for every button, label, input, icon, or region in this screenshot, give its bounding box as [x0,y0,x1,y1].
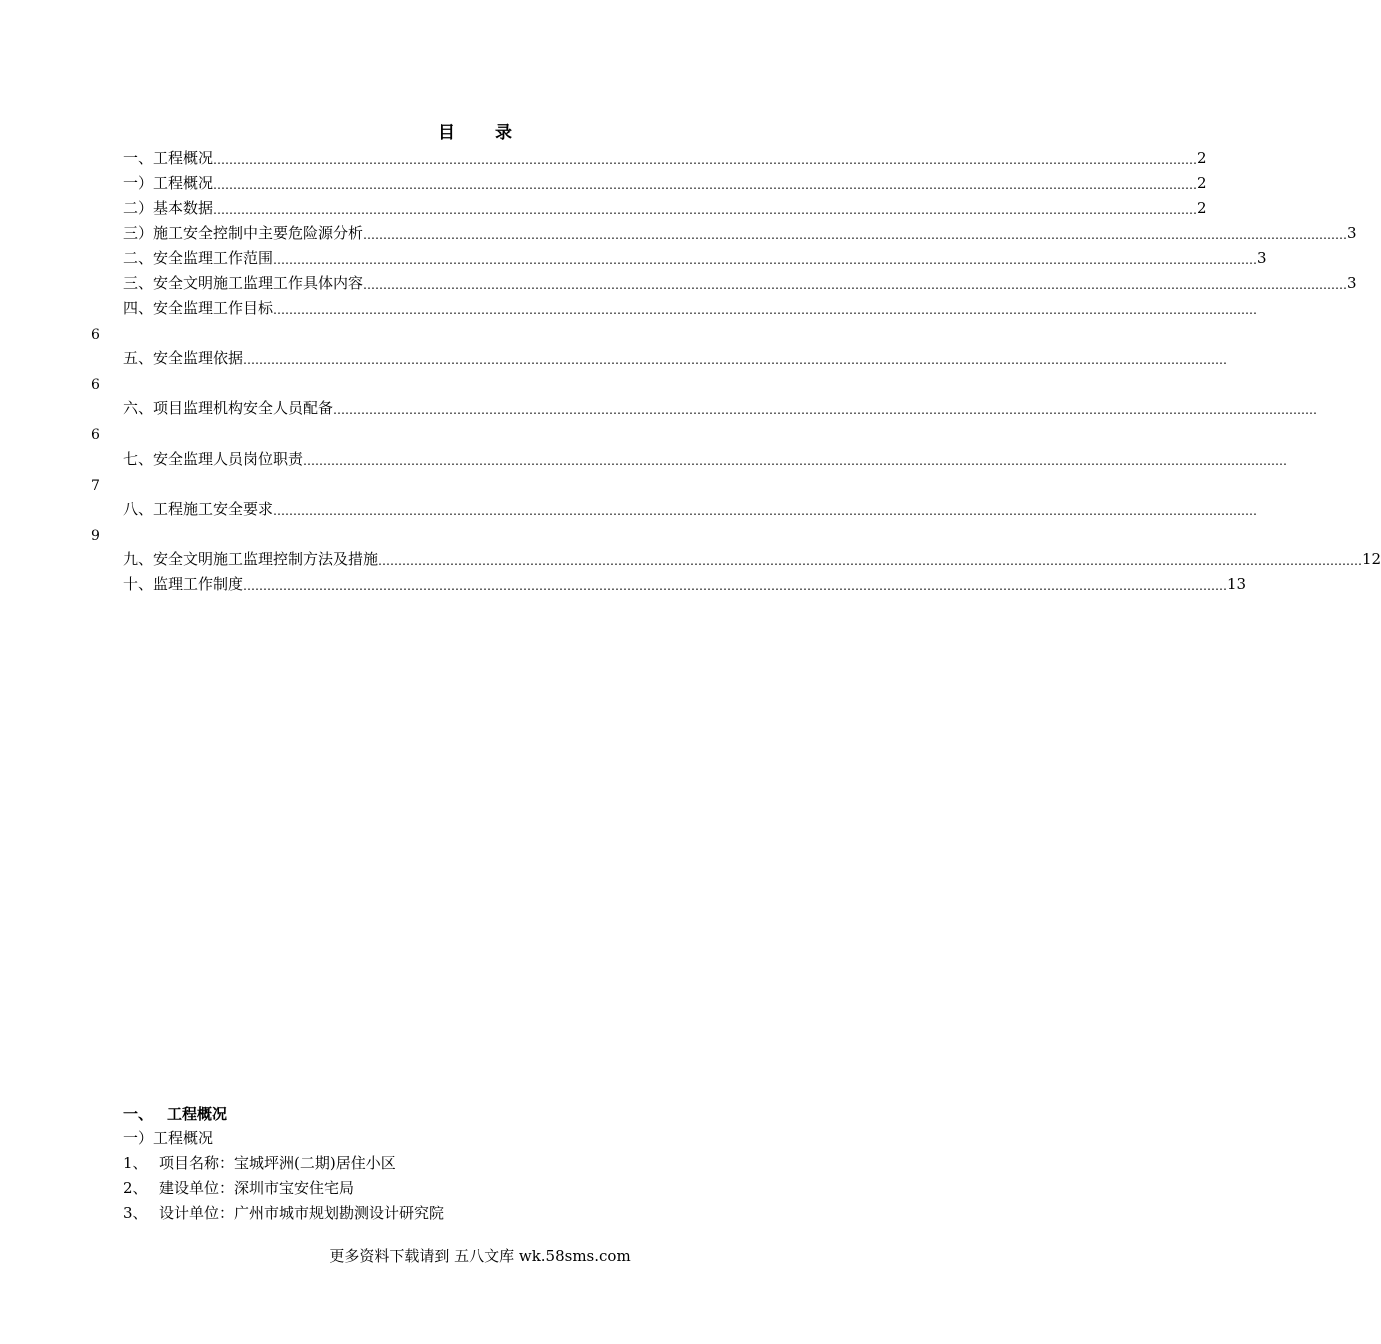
toc-entry[interactable]: 三）施工安全控制中主要危险源分析 ………………………………………………………………………………………………………………………………………………………………………………………………………………………… 3 [123,224,1357,242]
toc-leader: ………………………………………………………………………………………………………………………………………………………………………………………………………………………… [273,253,1258,267]
toc-page-number: 3 [1347,224,1357,242]
toc-page-number: 7 [91,478,100,494]
toc-leader: ………………………………………………………………………………………………………………………………………………………………………………………………………………………… [213,203,1198,217]
toc-leader: ………………………………………………………………………………………………………………………………………………………………………………………………………………………… [213,153,1198,167]
section-number: 一、 [123,1105,154,1123]
toc-leader: ………………………………………………………………………………………………………………………………………………………………………………………………………………………… [363,228,1348,242]
subsection-heading: 一）工程概况 [123,1129,214,1147]
list-item-text: 项目名称：宝城坪洲(二期)居住小区 [159,1154,396,1172]
list-item-text: 建设单位：深圳市宝安住宅局 [159,1179,355,1197]
toc-title [0,118,950,143]
toc-entry[interactable]: 二）基本数据 ………………………………………………………………………………………………………………………………………………………………………………………………………………………… 2 [123,199,1207,217]
toc-page-number: 13 [1227,575,1247,593]
toc-leader: ………………………………………………………………………………………………………………………………………………………………………………………………………………………… [378,554,1363,568]
toc-page-number: 3 [1347,274,1357,292]
list-item-number: 1、 [123,1154,148,1172]
toc-entry[interactable]: 一、工程概况 ………………………………………………………………………………………………………………………………………………………………………………………………………………………… 2 [123,149,1207,167]
footer-text: 更多资料下载请到 五八文库 wk.58sms.com [329,1247,631,1265]
toc-page-number: 9 [91,528,100,544]
toc-entry[interactable]: 十、监理工作制度 ………………………………………………………………………………………………………………………………………………………………………………………………………………………… 13 [123,575,1247,593]
toc-page-number: 2 [1197,199,1207,217]
toc-page-number: 12 [1362,550,1381,568]
toc-title-left: 目 [438,123,455,143]
toc-leader: ………………………………………………………………………………………………………………………………………………………………………………………………………………………… [363,278,1348,292]
toc-entry[interactable]: 九、安全文明施工监理控制方法及措施 ………………………………………………………………………………………………………………………………………………………………………………………………………………………… 12 [123,550,1381,568]
toc-entry[interactable]: 二、安全监理工作范围 ………………………………………………………………………………………………………………………………………………………………………………………………………………………… 3 [123,249,1267,267]
list-item [123,1202,444,1224]
toc-entry[interactable]: 四、安全监理工作目标 ………………………………………………………………………………………………………………………………………………………………………………………………………………………… [123,299,1258,317]
toc-leader: ………………………………………………………………………………………………………………………………………………………………………………………………………………………… [273,504,1258,518]
toc-page-number: 6 [91,427,100,443]
toc-leader: ………………………………………………………………………………………………………………………………………………………………………………………………………………………… [303,454,1288,468]
toc-entry[interactable]: 三、安全文明施工监理工作具体内容 ………………………………………………………………………………………………………………………………………………………………………………………………………………………… 3 [123,274,1357,292]
toc-leader: ………………………………………………………………………………………………………………………………………………………………………………………………………………………… [273,303,1258,317]
toc-page-number: 6 [91,377,100,393]
toc-page-number: 6 [91,327,100,343]
list-item [123,1152,396,1174]
section-title: 工程概况 [167,1105,228,1123]
toc-page-number: 3 [1257,249,1267,267]
toc-title-right: 录 [495,123,512,143]
list-item-number: 3、 [123,1204,148,1222]
toc-page-number: 2 [1197,149,1207,167]
list-item-number: 2、 [123,1179,148,1197]
toc-entry[interactable]: 七、安全监理人员岗位职责 ………………………………………………………………………………………………………………………………………………………………………………………………………………………… [123,450,1288,468]
toc-leader: ………………………………………………………………………………………………………………………………………………………………………………………………………………………… [333,403,1318,417]
section-heading [123,1103,227,1124]
toc-entry[interactable]: 五、安全监理依据 ………………………………………………………………………………………………………………………………………………………………………………………………………………………… [123,349,1228,367]
list-item [123,1177,354,1199]
toc-leader: ………………………………………………………………………………………………………………………………………………………………………………………………………………………… [243,353,1228,367]
toc-leader: ………………………………………………………………………………………………………………………………………………………………………………………………………………………… [213,178,1198,192]
toc-entry[interactable]: 一）工程概况 ………………………………………………………………………………………………………………………………………………………………………………………………………………………… 2 [123,174,1207,192]
toc-leader: ………………………………………………………………………………………………………………………………………………………………………………………………………………………… [243,579,1228,593]
toc-entry[interactable]: 六、项目监理机构安全人员配备 ………………………………………………………………………………………………………………………………………………………………………………………………………………………… [123,399,1318,417]
toc-entry[interactable]: 八、工程施工安全要求 ………………………………………………………………………………………………………………………………………………………………………………………………………………………… [123,500,1258,518]
list-item-text: 设计单位：广州市城市规划勘测设计研究院 [159,1204,445,1222]
toc-page-number: 2 [1197,174,1207,192]
